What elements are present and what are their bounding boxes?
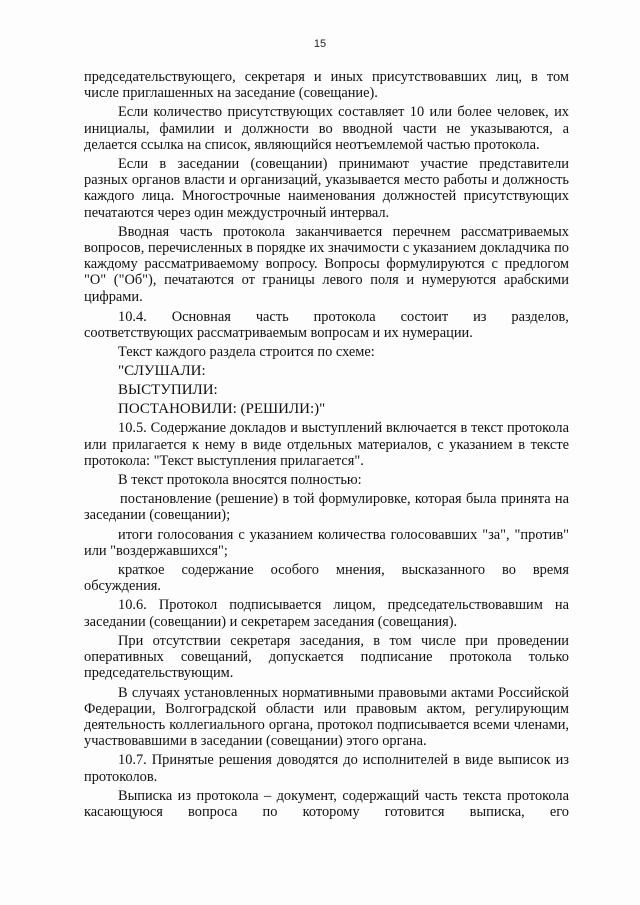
paragraph: В случаях установленных нормативными правовыми актами Российской Федерации, Волгоградской области или правовым актом, регулирующим деятельность коллегиального органа, протокол подписывается всеми членами, участвовавшими в заседании (совещании) этого органа. <box>84 684 569 750</box>
paragraph: Если количество присутствующих составляет 10 или более человек, их инициалы, фамилии и должности во вводной части не указываются, а делается ссылка на список, являющийся неотъемлемой частью протокола. <box>84 104 569 153</box>
paragraph: 10.7. Принятые решения доводятся до исполнителей в виде выписок из протоколов. <box>84 752 569 785</box>
paragraph: постановление (решение) в той формулировке, которая была принята на заседании (совещании); <box>84 491 569 524</box>
word: из <box>473 308 487 325</box>
paragraph: Выписка из протокола – документ, содержащий часть текста протокола касающуюся вопроса по которому готовится выписка, его <box>84 787 569 820</box>
section-10-4-first-line <box>118 309 569 325</box>
scheme-item: ВЫСТУПИЛИ: <box>118 382 218 399</box>
scheme-item: ПОСТАНОВИЛИ: (РЕШИЛИ:)" <box>118 401 326 418</box>
word: состоит <box>400 308 449 325</box>
paragraph: Текст каждого раздела строится по схеме: <box>118 344 375 361</box>
document-body <box>84 69 569 823</box>
word: разделов, <box>511 308 569 325</box>
word: 10.4. <box>118 308 147 325</box>
page-number: 15 <box>313 38 327 50</box>
scheme-item: "СЛУШАЛИ: <box>118 363 206 380</box>
paragraph: председательствующего, секретаря и иных присутствовавших лиц, в том числе приглашенных на заседание (совещание). <box>84 69 569 102</box>
paragraph: Если в заседании (совещании) принимают участие представители разных органов власти и организаций, указывается место работы и должность каждого лица. Многострочные наименования должностей присутствующих печатаются через один междустрочный интервал. <box>84 156 569 221</box>
word: Основная <box>171 308 231 325</box>
word: протокола <box>313 308 376 325</box>
paragraph: краткое содержание особого мнения, высказанного во время обсуждения. <box>84 562 569 595</box>
paragraph: Вводная часть протокола заканчивается перечнем рассматриваемых вопросов, перечисленных в порядке их значимости с указанием докладчика по каждому рассматриваемому вопросу. Вопросы формулируются с предлогом "О" ("Об"), печатаются от границы левого поля и нумеруются арабскими цифрами. <box>84 223 569 305</box>
paragraph: итоги голосования с указанием количества голосовавших "за", "против" или "воздержавшихся"; <box>84 526 569 559</box>
paragraph: В текст протокола вносятся полностью: <box>118 472 362 489</box>
paragraph: соответствующих рассматриваемым вопросам и их нумерации. <box>84 325 473 342</box>
word: часть <box>255 308 289 325</box>
paragraph: 10.5. Содержание докладов и выступлений включается в текст протокола или прилагается к нему в виде отдельных материалов, с указанием в тексте протокола: "Текст выступления прилагается". <box>84 420 569 469</box>
paragraph: При отсутствии секретаря заседания, в том числе при проведении оперативных совещаний, допускается подписание протокола только председательствующим. <box>84 632 569 682</box>
paragraph: 10.6. Протокол подписывается лицом, председательствовавшим на заседании (совещании) и секретарем заседания (совещания). <box>84 597 569 630</box>
